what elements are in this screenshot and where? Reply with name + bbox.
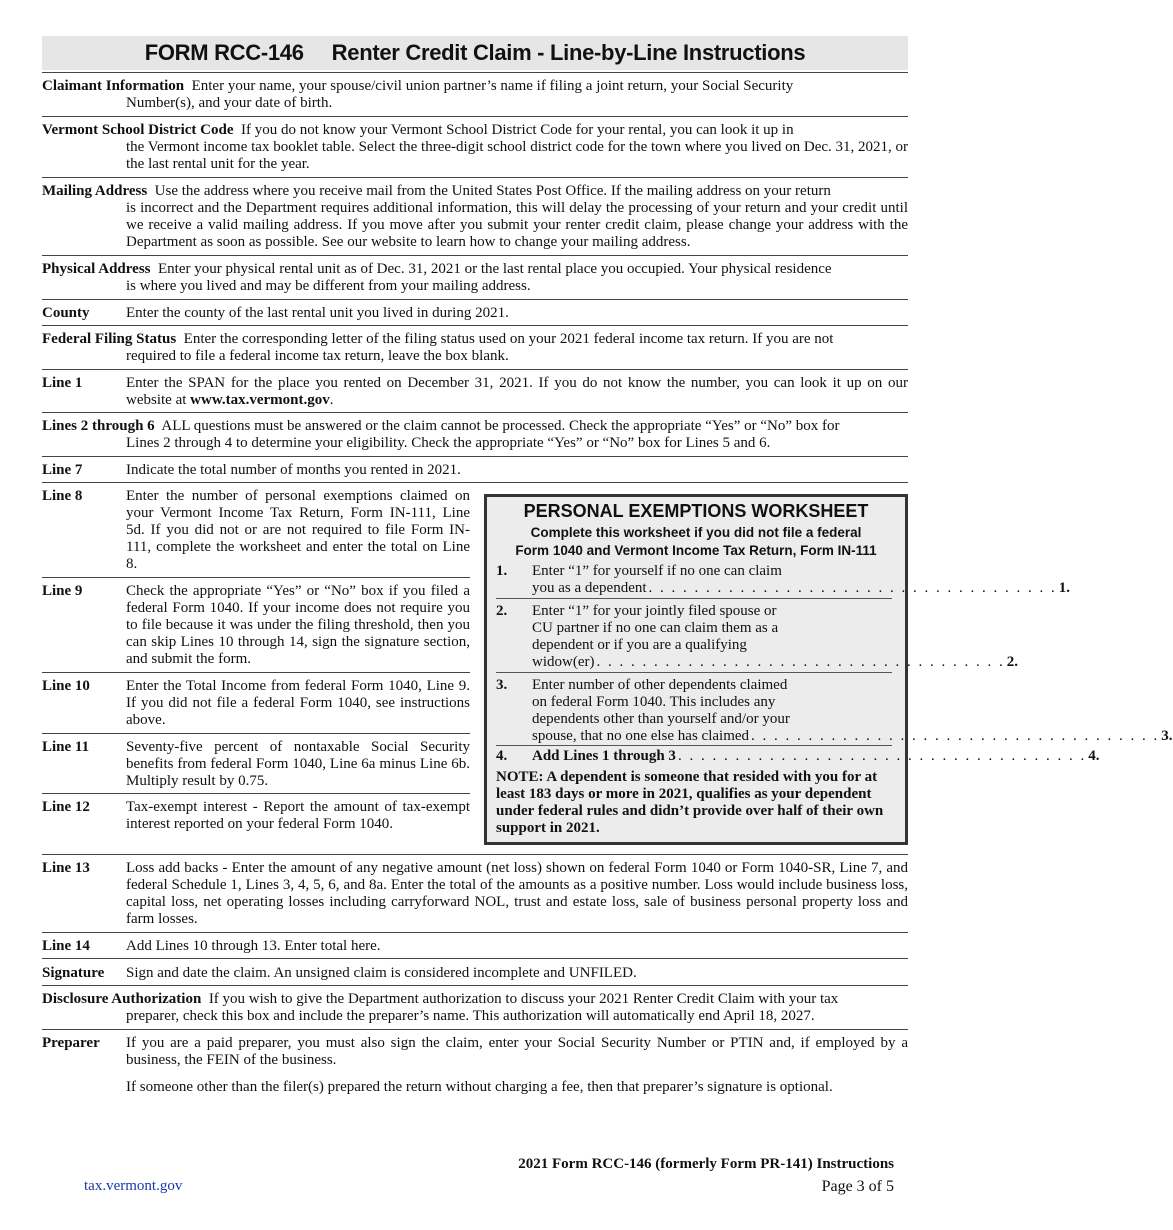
dot-leader: . . . . . . . . . . . . . . . . . . . . . . . . . . . . . . . . . . . .	[677, 748, 1087, 764]
section-claimant	[42, 78, 908, 112]
section-label: Line 7	[42, 462, 83, 478]
worksheet-note: NOTE: A dependent is someone that resided with you for at least 183 days or more in 2021, qualifies as your dependent under federal rules and didn’t provide over half of their own support in 2021.	[496, 769, 884, 836]
line-1-text: Enter the SPAN for the place you rented on December 31, 2021. If you do not know the number, you can look it up on our website at	[126, 375, 908, 408]
worksheet-item-number: 4.	[496, 748, 508, 764]
worksheet-subtitle-line: Form 1040 and Vermont Income Tax Return, Form IN-111	[515, 543, 877, 558]
section-text: Enter the number of personal exemptions claimed on your Vermont Income Tax Return, Form IN-111, Line 5d. If you did not or are not required to file Form IN-111, complete the worksheet and enter the total on Line 8.	[126, 488, 470, 572]
section-text: Loss add backs - Enter the amount of any negative amount (net loss) shown on federal Form 1040 or Form 1040-SR, Line 7, and federal Schedule 1, Lines 3, 4, 5, 6, and 8a. Enter the total of the amounts as a positive number. Loss would include business loss, capital loss, net operating losses including carryforward NOL, trust and estate loss, sale of business personal property loss and farm losses.	[126, 860, 908, 927]
section-text: Enter the Total Income from federal Form 1040, Line 9. If you did not file a federal Form 1040, see instructions above.	[126, 678, 470, 728]
section-label: Signature	[42, 965, 105, 981]
worksheet-item-text: widow(er)	[532, 654, 595, 670]
worksheet-item-text: CU partner if no one can claim them as a	[532, 620, 779, 636]
divider	[42, 369, 908, 370]
divider	[42, 72, 908, 73]
section-label: Line 11	[42, 739, 90, 755]
divider	[42, 577, 470, 578]
section-school-district	[42, 122, 908, 173]
worksheet-item-text: Enter “1” for your jointly filed spouse or	[532, 603, 777, 619]
section-text-cont: is incorrect and the Department requires additional information, this will delay the processing of your return and your credit until we receive a valid mailing address. If you move after you submit your renter credit claim, please change your address with the Department as soon as possible. See our website to learn how to change your mailing address.	[126, 200, 908, 250]
worksheet-line-ref: 3.	[1161, 728, 1173, 744]
worksheet-subtitle-line: Complete this worksheet if you did not file a federal	[530, 525, 862, 540]
form-caption: 2021 Form RCC-146 (formerly Form PR-141) Instructions	[518, 1156, 894, 1172]
section-text: Enter the county of the last rental unit you lived in during 2021.	[126, 305, 509, 321]
form-title: Renter Credit Claim - Line-by-Line Instructions	[331, 40, 806, 65]
section-text: Add Lines 10 through 13. Enter total here.	[126, 938, 381, 954]
section-label: Line 12	[42, 799, 90, 815]
section-label: Line 1	[42, 375, 83, 391]
divider	[42, 482, 908, 483]
dot-leader: . . . . . . . . . . . . . . . . . . . . . . . . . . . . . . . . . . . .	[596, 654, 1005, 670]
divider	[42, 412, 908, 413]
divider	[42, 299, 908, 300]
section-text: Enter the corresponding letter of the filing status used on your 2021 federal income tax return. If you are not	[183, 331, 834, 347]
divider	[496, 745, 892, 746]
section-label: County	[42, 305, 90, 321]
worksheet-item-text: spouse, that no one else has claimed	[532, 728, 750, 744]
section-text: If you do not know your Vermont School District Code for your rental, you can look it up in	[241, 122, 794, 138]
section-label: Preparer	[42, 1035, 100, 1051]
preparer-text: If you are a paid preparer, you must also sign the claim, enter your Social Security Number or PTIN and, if employed by a business, the FEIN of the business.	[126, 1035, 908, 1068]
divider	[42, 793, 470, 794]
section-text: Enter your name, your spouse/civil union partner’s name if filing a joint return, your Social Security	[191, 78, 794, 94]
divider	[42, 932, 908, 933]
section-lines-2-6	[42, 418, 908, 452]
section-text: Seventy-five percent of nontaxable Social Security benefits from federal Form 1040, Line 6a minus Line 6b. Multiply result by 0.75.	[126, 739, 470, 789]
section-label: Mailing Address	[42, 183, 148, 199]
divider	[42, 672, 470, 673]
section-text-cont: preparer, check this box and include the preparer’s name. This authorization will automatically end April 18, 2027.	[126, 1008, 815, 1024]
worksheet-item-text: Enter “1” for yourself if no one can claim	[532, 563, 782, 579]
section-filing-status	[42, 331, 908, 365]
page-number: Page 3 of 5	[821, 1178, 894, 1195]
section-text-cont: is where you lived and may be different from your mailing address.	[126, 278, 531, 294]
section-text: If you wish to give the Department authorization to discuss your 2021 Renter Credit Claim with your tax	[208, 991, 839, 1007]
section-text: Sign and date the claim. An unsigned claim is considered incomplete and UNFILED.	[126, 965, 637, 981]
section-text: Indicate the total number of months you rented in 2021.	[126, 462, 461, 478]
section-text-cont: Number(s), and your date of birth.	[126, 95, 333, 111]
preparer-text-2: If someone other than the filer(s) prepared the return without charging a fee, then that preparer’s signature is optional.	[126, 1079, 833, 1095]
form-id: FORM RCC-146	[144, 40, 304, 65]
worksheet-item-number: 3.	[496, 677, 508, 693]
divider	[42, 733, 470, 734]
section-label: Vermont School District Code	[42, 122, 234, 138]
personal-exemptions-worksheet	[484, 494, 1173, 845]
website-footer-link[interactable]: tax.vermont.gov	[84, 1178, 183, 1194]
section-text: ALL questions must be answered or the claim cannot be processed. Check the appropriate “Yes” or “No” box for	[161, 418, 840, 434]
divider	[42, 854, 908, 855]
worksheet-item-text: dependents other than yourself and/or your	[532, 711, 790, 727]
section-label: Claimant Information	[42, 78, 185, 94]
section-text-cont: Lines 2 through 4 to determine your eligibility. Check the appropriate “Yes” or “No” box for Lines 5 and 6.	[126, 435, 771, 451]
section-label: Physical Address	[42, 261, 151, 277]
section-physical-address	[42, 261, 908, 295]
section-text: Enter your physical rental unit as of Dec. 31, 2021 or the last rental place you occupied. Your physical residence	[158, 261, 832, 277]
section-label: Disclosure Authorization	[42, 991, 202, 1007]
section-text	[126, 375, 908, 409]
section-label: Line 9	[42, 583, 83, 599]
divider	[496, 598, 892, 599]
worksheet-item-text: on federal Form 1040. This includes any	[532, 694, 776, 710]
line-1-end: .	[329, 392, 334, 408]
section-text: Check the appropriate “Yes” or “No” box if you filed a federal Form 1040. If your income does not require you to file because it was under the filing threshold, then you can skip Lines 10 through 14, sign the signature section, and submit the form.	[126, 583, 470, 667]
worksheet-subtitle	[487, 524, 905, 560]
divider	[42, 325, 908, 326]
worksheet-item-text: dependent or if you are a qualifying	[532, 637, 747, 653]
worksheet-item-number: 1.	[496, 563, 508, 579]
page-title-bar	[42, 36, 908, 70]
section-label: Line 10	[42, 678, 90, 694]
website-link[interactable]: www.tax.vermont.gov	[190, 392, 330, 408]
dot-leader: . . . . . . . . . . . . . . . . . . . . . . . . . . . . . . . . . . . .	[648, 580, 1057, 596]
worksheet-line-ref: 4.	[1088, 748, 1100, 764]
section-text	[126, 1035, 908, 1096]
divider	[42, 255, 908, 256]
section-label: Line 13	[42, 860, 90, 876]
worksheet-line-ref: 1.	[1058, 580, 1071, 596]
section-label: Lines 2 through 6	[42, 418, 155, 434]
divider	[42, 116, 908, 117]
page-title	[42, 39, 908, 67]
divider	[42, 985, 908, 986]
section-disclosure	[42, 991, 908, 1025]
divider	[42, 177, 908, 178]
divider	[42, 958, 908, 959]
section-label: Line 14	[42, 938, 90, 954]
worksheet-title: PERSONAL EXEMPTIONS WORKSHEET	[523, 501, 869, 521]
section-text-cont: required to file a federal income tax return, leave the box blank.	[126, 348, 509, 364]
section-mailing-address	[42, 183, 908, 251]
section-text: Use the address where you receive mail from the United States Post Office. If the mailing address on your return	[154, 183, 831, 199]
section-text: Tax-exempt interest - Report the amount of tax-exempt interest reported on your federal Form 1040.	[126, 799, 470, 832]
dot-leader: . . . . . . . . . . . . . . . . . . . . . . . . . . . . . . . . . . . .	[751, 728, 1160, 744]
worksheet-item-number: 2.	[496, 603, 508, 619]
section-text-cont: the Vermont income tax booklet table. Select the three-digit school district code for the town where you lived on Dec. 31, 2021, or the last rental unit for the year.	[126, 139, 909, 172]
worksheet-line-ref: 2.	[1006, 654, 1018, 670]
section-label: Federal Filing Status	[42, 331, 177, 347]
worksheet-item-text: Add Lines 1 through 3	[532, 748, 676, 764]
section-label: Line 8	[42, 488, 83, 504]
worksheet-item-text: you as a dependent	[532, 580, 647, 596]
divider	[42, 1029, 908, 1030]
divider	[496, 672, 892, 673]
worksheet-item-text: Enter number of other dependents claimed	[532, 677, 788, 693]
divider	[42, 456, 908, 457]
